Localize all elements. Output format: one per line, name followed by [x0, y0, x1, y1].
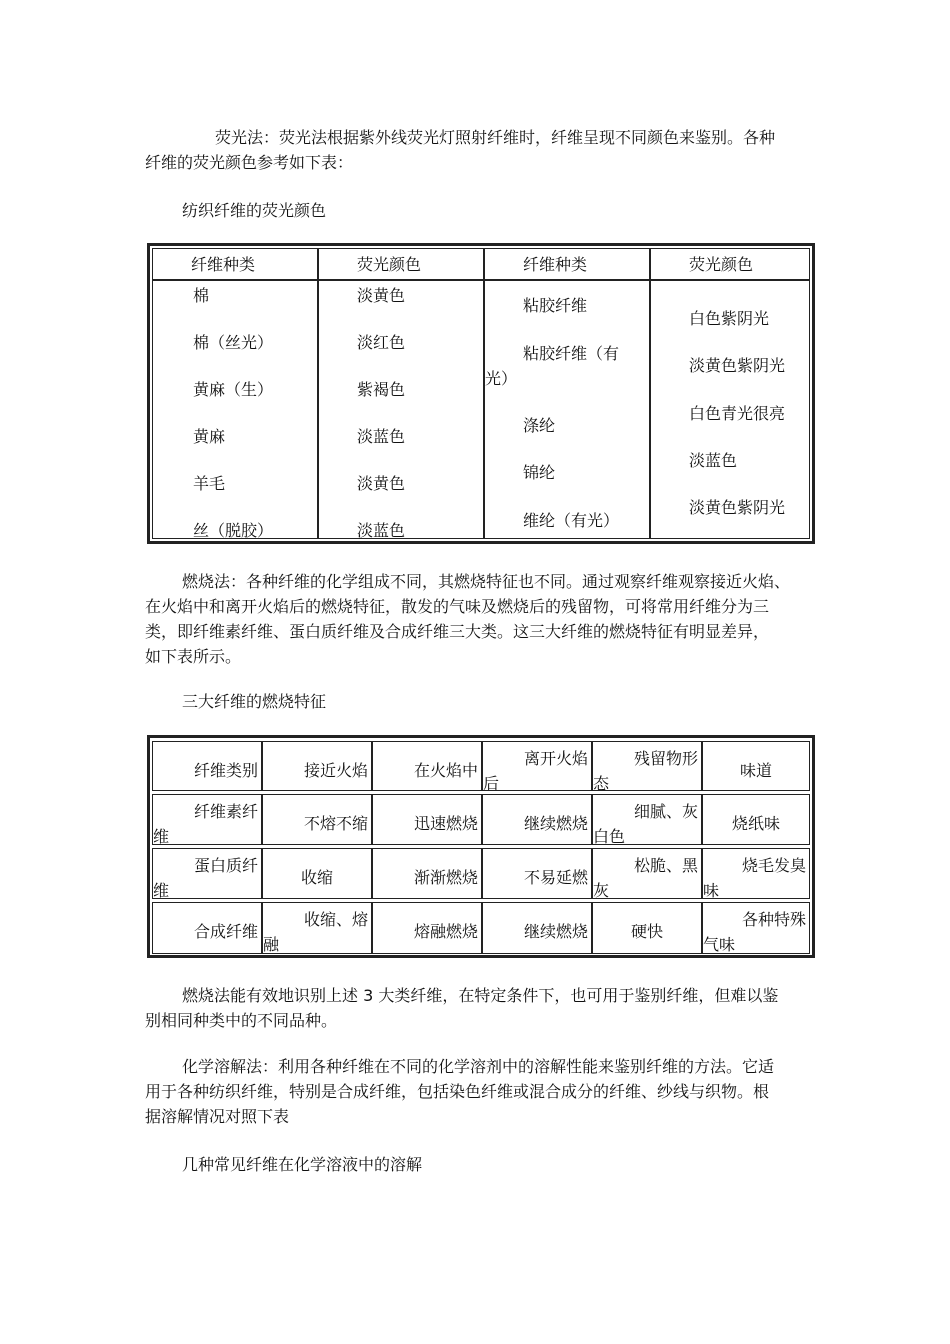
table2-cell: [702, 902, 810, 954]
table2-cell: [262, 848, 372, 899]
table2-cell-text: 硬快: [630, 922, 663, 941]
table1-header-4: 荧光颜色: [689, 255, 754, 274]
table1-fiber: 黄麻: [193, 427, 226, 446]
table2-cell-text-cont: 维: [153, 827, 170, 845]
table2-cell-text-cont: 融: [263, 935, 280, 954]
table2-cell-text-cont: 白色: [593, 827, 626, 845]
table2-cell-text: 合成纤维: [193, 922, 258, 941]
table2-cell-text: 蛋白质纤: [193, 856, 258, 875]
table2-header-cell: [592, 741, 702, 791]
table2-header-cell: [262, 741, 372, 791]
table1-fiber: 锦纶: [523, 463, 556, 482]
combustion-line-2: 在火焰中和离开火焰后的燃烧特征，散发的气味及燃烧后的残留物，可将常用纤维分为三: [145, 597, 770, 616]
chemical-line-3: 据溶解情况对照下表: [145, 1107, 290, 1126]
table2-cell-text-cont: 味: [703, 881, 720, 899]
table2-cell-text: 松脆、黑: [633, 856, 698, 875]
fluorescence-table: [147, 243, 815, 544]
table2-cell-text: 渐渐燃烧: [413, 868, 478, 887]
table1-color: 白色紫阴光: [689, 309, 770, 328]
chemical-line-2: 用于各种纺织纤维，特别是合成纤维，包括染色纤维或混合成分的纤维、纱线与织物。根: [145, 1082, 770, 1101]
table2-header-text: 残留物形: [633, 749, 698, 768]
table2-cell-text: 纤维素纤: [193, 802, 258, 821]
table1-header-2: 荧光颜色: [357, 255, 422, 274]
table2-header-text: 离开火焰: [523, 749, 588, 768]
table2-header-cell: [152, 741, 262, 791]
table2-cell: [702, 794, 810, 845]
table2-header-cell: [702, 741, 810, 791]
table2-cell-text: 继续燃烧: [523, 814, 588, 833]
table2-cell: [482, 902, 592, 954]
table2-cell-text-cont: 维: [153, 881, 170, 899]
table1-color: 淡黄色紫阴光: [689, 498, 786, 517]
table1-col-3: [484, 248, 650, 539]
table1-color: 淡蓝色: [357, 521, 406, 540]
table1-fiber: 羊毛: [193, 474, 226, 493]
table2-cell-text-cont: 气味: [703, 935, 736, 954]
table3-caption: 几种常见纤维在化学溶液中的溶解: [182, 1155, 423, 1174]
table1-fiber: 涤纶: [523, 416, 556, 435]
table2-cell-text: 收缩: [300, 868, 333, 887]
summary-line-1: 燃烧法能有效地识别上述 3 大类纤维，在特定条件下，也可用于鉴别纤维，但难以鉴: [182, 986, 779, 1005]
intro-line-2: 纤维的荧光颜色参考如下表：: [145, 153, 354, 172]
table2-cell-text: 细腻、灰: [633, 802, 698, 821]
table1-fiber: 棉（丝光）: [193, 333, 274, 352]
table2-cell-text: 收缩、熔: [303, 910, 368, 929]
table2-cell-text: 烧纸味: [731, 814, 780, 833]
table1-color: 淡红色: [357, 333, 406, 352]
table2-cell: [702, 848, 810, 899]
summary-line-2: 别相同种类中的不同品种。: [145, 1011, 338, 1030]
table2-cell: [262, 794, 372, 845]
combustion-line-1: 燃烧法：各种纤维的化学组成不同，其燃烧特征也不同。通过观察纤维观察接近火焰、: [182, 572, 791, 591]
table2-header-text: 接近火焰: [303, 761, 368, 780]
table1-fiber: 丝（脱胶）: [193, 521, 274, 540]
combustion-line-3: 类，即纤维素纤维、蛋白质纤维及合成纤维三大类。这三大纤维的燃烧特征有明显差异，: [145, 622, 770, 641]
table2-cell-text: 不易延燃: [523, 868, 588, 887]
table1-color: 淡黄色紫阴光: [689, 356, 786, 375]
table2-cell: [592, 902, 702, 954]
table1-header-1: 纤维种类: [191, 255, 256, 274]
table2-caption: 三大纤维的燃烧特征: [182, 692, 327, 711]
table2-header-cell: [482, 741, 592, 791]
table2-cell: [262, 902, 372, 954]
intro-line-1: 荧光法：荧光法根据紫外线荧光灯照射纤维时，纤维呈现不同颜色来鉴别。各种: [215, 128, 776, 147]
table1-col-2: [318, 248, 484, 539]
table1-fiber: 粘胶纤维（有: [523, 344, 620, 363]
combustion-line-4: 如下表所示。: [145, 647, 242, 666]
table2-cell-text: 继续燃烧: [523, 922, 588, 941]
table1-fiber: 棉: [193, 286, 210, 305]
table1-header-3: 纤维种类: [523, 255, 588, 274]
table1-color: 淡蓝色: [689, 451, 738, 470]
table1-fiber: 维纶（有光）: [523, 511, 620, 530]
table2-cell-text: 烧毛发臭: [741, 856, 806, 875]
table2-cell: [152, 794, 262, 845]
table1-color: 紫褐色: [357, 380, 406, 399]
table2-cell-text: 不熔不缩: [303, 814, 368, 833]
table1-fiber: 黄麻（生）: [193, 380, 274, 399]
table2-cell: [592, 848, 702, 899]
table2-cell-text: 各种特殊: [741, 910, 806, 929]
table2-cell-text: 迅速燃烧: [413, 814, 478, 833]
table2-cell: [152, 848, 262, 899]
table1-caption: 纺织纤维的荧光颜色: [182, 201, 327, 220]
table2-cell: [372, 848, 482, 899]
table2-cell: [482, 794, 592, 845]
table2-header-text: 纤维类别: [193, 761, 258, 780]
table2-cell-text: 熔融燃烧: [413, 922, 478, 941]
table2-header-text-cont: 后: [483, 774, 500, 791]
table2-cell: [482, 848, 592, 899]
table1-color: 白色青光很亮: [689, 404, 786, 423]
table2-header-text: 在火焰中: [413, 761, 478, 780]
table1-fiber: 粘胶纤维: [523, 296, 588, 315]
table2-header-cell: [372, 741, 482, 791]
table1-col-1: [152, 248, 318, 539]
combustion-table: [147, 735, 815, 958]
table2-cell: [152, 902, 262, 954]
table1-color: 淡黄色: [357, 474, 406, 493]
table2-cell: [592, 794, 702, 845]
table2-cell-text-cont: 灰: [593, 881, 610, 899]
table2-cell: [372, 902, 482, 954]
table2-cell: [372, 794, 482, 845]
table1-col-4: [650, 248, 810, 539]
table2-header-text: 味道: [739, 761, 772, 780]
table2-header-text-cont: 态: [593, 774, 610, 791]
chemical-line-1: 化学溶解法：利用各种纤维在不同的化学溶剂中的溶解性能来鉴别纤维的方法。它适: [182, 1057, 775, 1076]
table1-color: 淡蓝色: [357, 427, 406, 446]
table1-color: 淡黄色: [357, 286, 406, 305]
table1-fiber-cont: 光）: [485, 369, 518, 388]
